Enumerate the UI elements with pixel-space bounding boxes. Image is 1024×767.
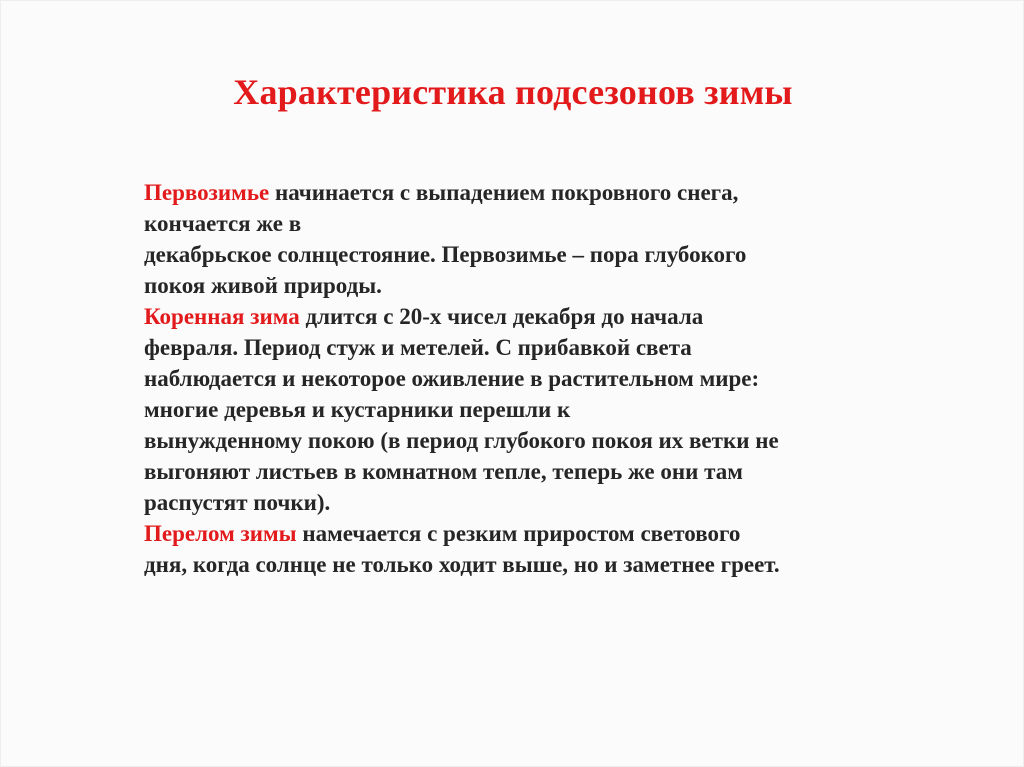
text-line: выгоняют листьев в комнатном тепле, теперь же они там: [144, 459, 743, 484]
text-line: наблюдается и некоторое оживление в растительном мире:: [144, 366, 760, 391]
paragraph-korennaya-zima-line-1: [144, 301, 884, 332]
text-line: февраля. Период стуж и метелей. С прибавкой света: [144, 335, 692, 360]
text-line: дня, когда солнце не только ходит выше, но и заметнее греет.: [144, 552, 780, 577]
text-line: кончается же в: [144, 211, 302, 236]
text-line: покоя живой природы.: [144, 273, 382, 298]
text-line: длится с 20-х чисел декабря до начала: [299, 304, 704, 329]
term-perelom-zimy: Перелом зимы: [144, 521, 297, 546]
text-line: декабрьское солнцестояние. Первозимье – пора глубокого: [144, 242, 747, 267]
text-line: многие деревья и кустарники перешли к: [144, 397, 571, 422]
term-korennaya-zima: Коренная зима: [144, 304, 300, 329]
text-line: намечается с резким приростом светового: [296, 521, 741, 546]
slide-title: Характеристика подсезонов зимы: [233, 72, 793, 112]
text-line: распустят почки).: [144, 490, 331, 515]
term-pervozimye: Первозимье: [144, 180, 270, 205]
paragraph-pervozimye-line-1: [144, 177, 884, 208]
paragraph-perelom-zimy-line-1: [144, 518, 884, 549]
text-line: вынужденному покою (в период глубокого покоя их ветки не: [144, 428, 779, 453]
slide-body: [144, 177, 884, 580]
text-line: начинается с выпадением покровного снега,: [269, 180, 739, 205]
